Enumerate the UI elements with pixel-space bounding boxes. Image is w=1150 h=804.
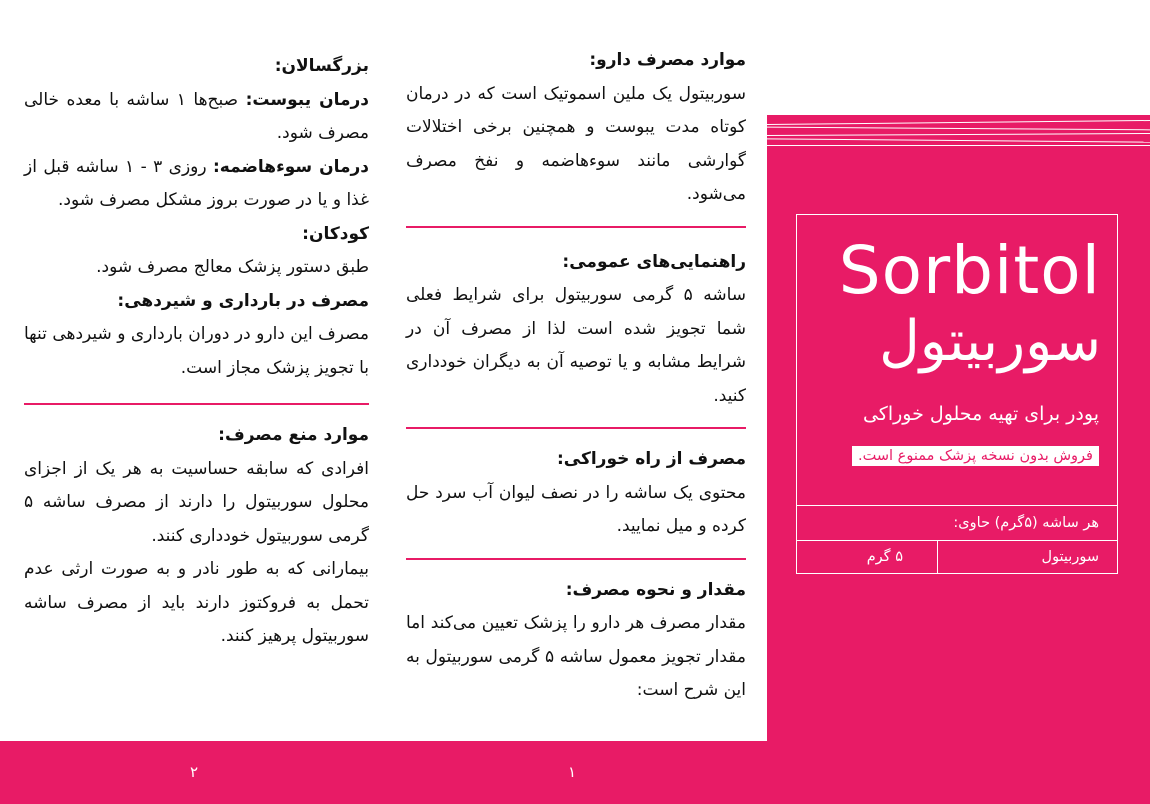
contraindications-section — [24, 405, 369, 654]
page-1-column — [406, 0, 746, 708]
section-text: طبق دستور پزشک معالج مصرف شود. — [96, 257, 369, 277]
section-title: کودکان: — [302, 223, 369, 244]
constipation-label: درمان یبوست: — [245, 89, 370, 110]
footer-bar — [0, 741, 1150, 804]
oral-use-section — [406, 429, 746, 544]
section-text: محتوی یک ساشه را در نصف لیوان آب سرد حل کرده و میل نمایید. — [406, 482, 746, 536]
section-title: مصرف در بارداری و شیردهی: — [117, 290, 369, 311]
decorative-line — [767, 145, 1150, 146]
table-row — [797, 541, 1117, 574]
section-text: مصرف این دارو در دوران بارداری و شیردهی تنها با تجویز پزشک مجاز است. — [24, 324, 369, 378]
section-text: مقدار مصرف هر دارو را پزشک تعیین می‌کند اما مقدار تجویز معمول ساشه ۵ گرمی سوربیتول به این شرح است: — [406, 613, 746, 700]
brand-name-persian: سوربیتول — [879, 309, 1101, 374]
section-title: موارد مصرف دارو: — [589, 50, 746, 70]
section-text: بیمارانی که به طور نادر و به صورت ارثی عدم تحمل به فروکتوز دارند باید از مصرف ساشه سوربیتول پرهیز کنند. — [24, 559, 369, 646]
product-subtitle: پودر برای تهیه محلول خوراکی — [862, 403, 1099, 425]
section-title: مصرف از راه خوراکی: — [556, 449, 746, 469]
brand-name-english: Sorbitol — [838, 232, 1101, 309]
page-number-2: ۲ — [190, 763, 199, 781]
dosage-section — [406, 560, 746, 708]
section-text: ساشه ۵ گرمی سوربیتول برای شرایط فعلی شما تجویز شده است لذا از مصرف آن در شرایط مشابه و یا توصیه آن به دیگران خودداری کنید. — [406, 285, 747, 406]
section-text — [24, 84, 369, 151]
section-text: افرادی که سابقه حساسیت به هر یک از اجزای محلول سوربیتول را دارند از مصرف ساشه ۵ گرمی سوربیتول خودداری کنند. — [24, 458, 369, 546]
ingredient-name: سوربیتول — [937, 541, 1117, 574]
section-title: موارد منع مصرف: — [218, 425, 369, 445]
section-text: سوربیتول یک ملین اسموتیک است که در درمان کوتاه مدت یبوست و همچنین برخی اختلالات گوارشی مانند سوءهاضمه و نفخ مصرف می‌شود. — [406, 83, 746, 204]
composition-table — [797, 505, 1117, 574]
constipation-text: صبح‌ها ۱ ساشه با معده خالی مصرف شود. — [24, 89, 369, 143]
section-title: راهنمایی‌های عمومی: — [562, 251, 746, 272]
section-title: مقدار و نحوه مصرف: — [565, 579, 746, 600]
section-title: بزرگسالان: — [274, 56, 369, 76]
indications-section — [406, 0, 746, 212]
product-info-box — [796, 214, 1118, 574]
composition-table-header: هر ساشه (۵گرم) حاوی: — [797, 506, 1117, 541]
general-guidance-section — [406, 228, 746, 414]
ingredient-amount: ۵ گرم — [866, 549, 903, 565]
prescription-warning: فروش بدون نسخه پزشک ممنوع است. — [852, 446, 1099, 466]
adult-dosage-section — [24, 0, 369, 385]
dyspepsia-label: درمان سوءهاضمه: — [212, 156, 369, 177]
section-text — [24, 151, 369, 218]
page-number-1: ۱ — [568, 763, 577, 781]
page-2-column — [24, 0, 369, 654]
dyspepsia-text: روزی ۳ - ۱ ساشه قبل از غذا و یا در صورت بروز مشکل مصرف شود. — [24, 156, 369, 210]
